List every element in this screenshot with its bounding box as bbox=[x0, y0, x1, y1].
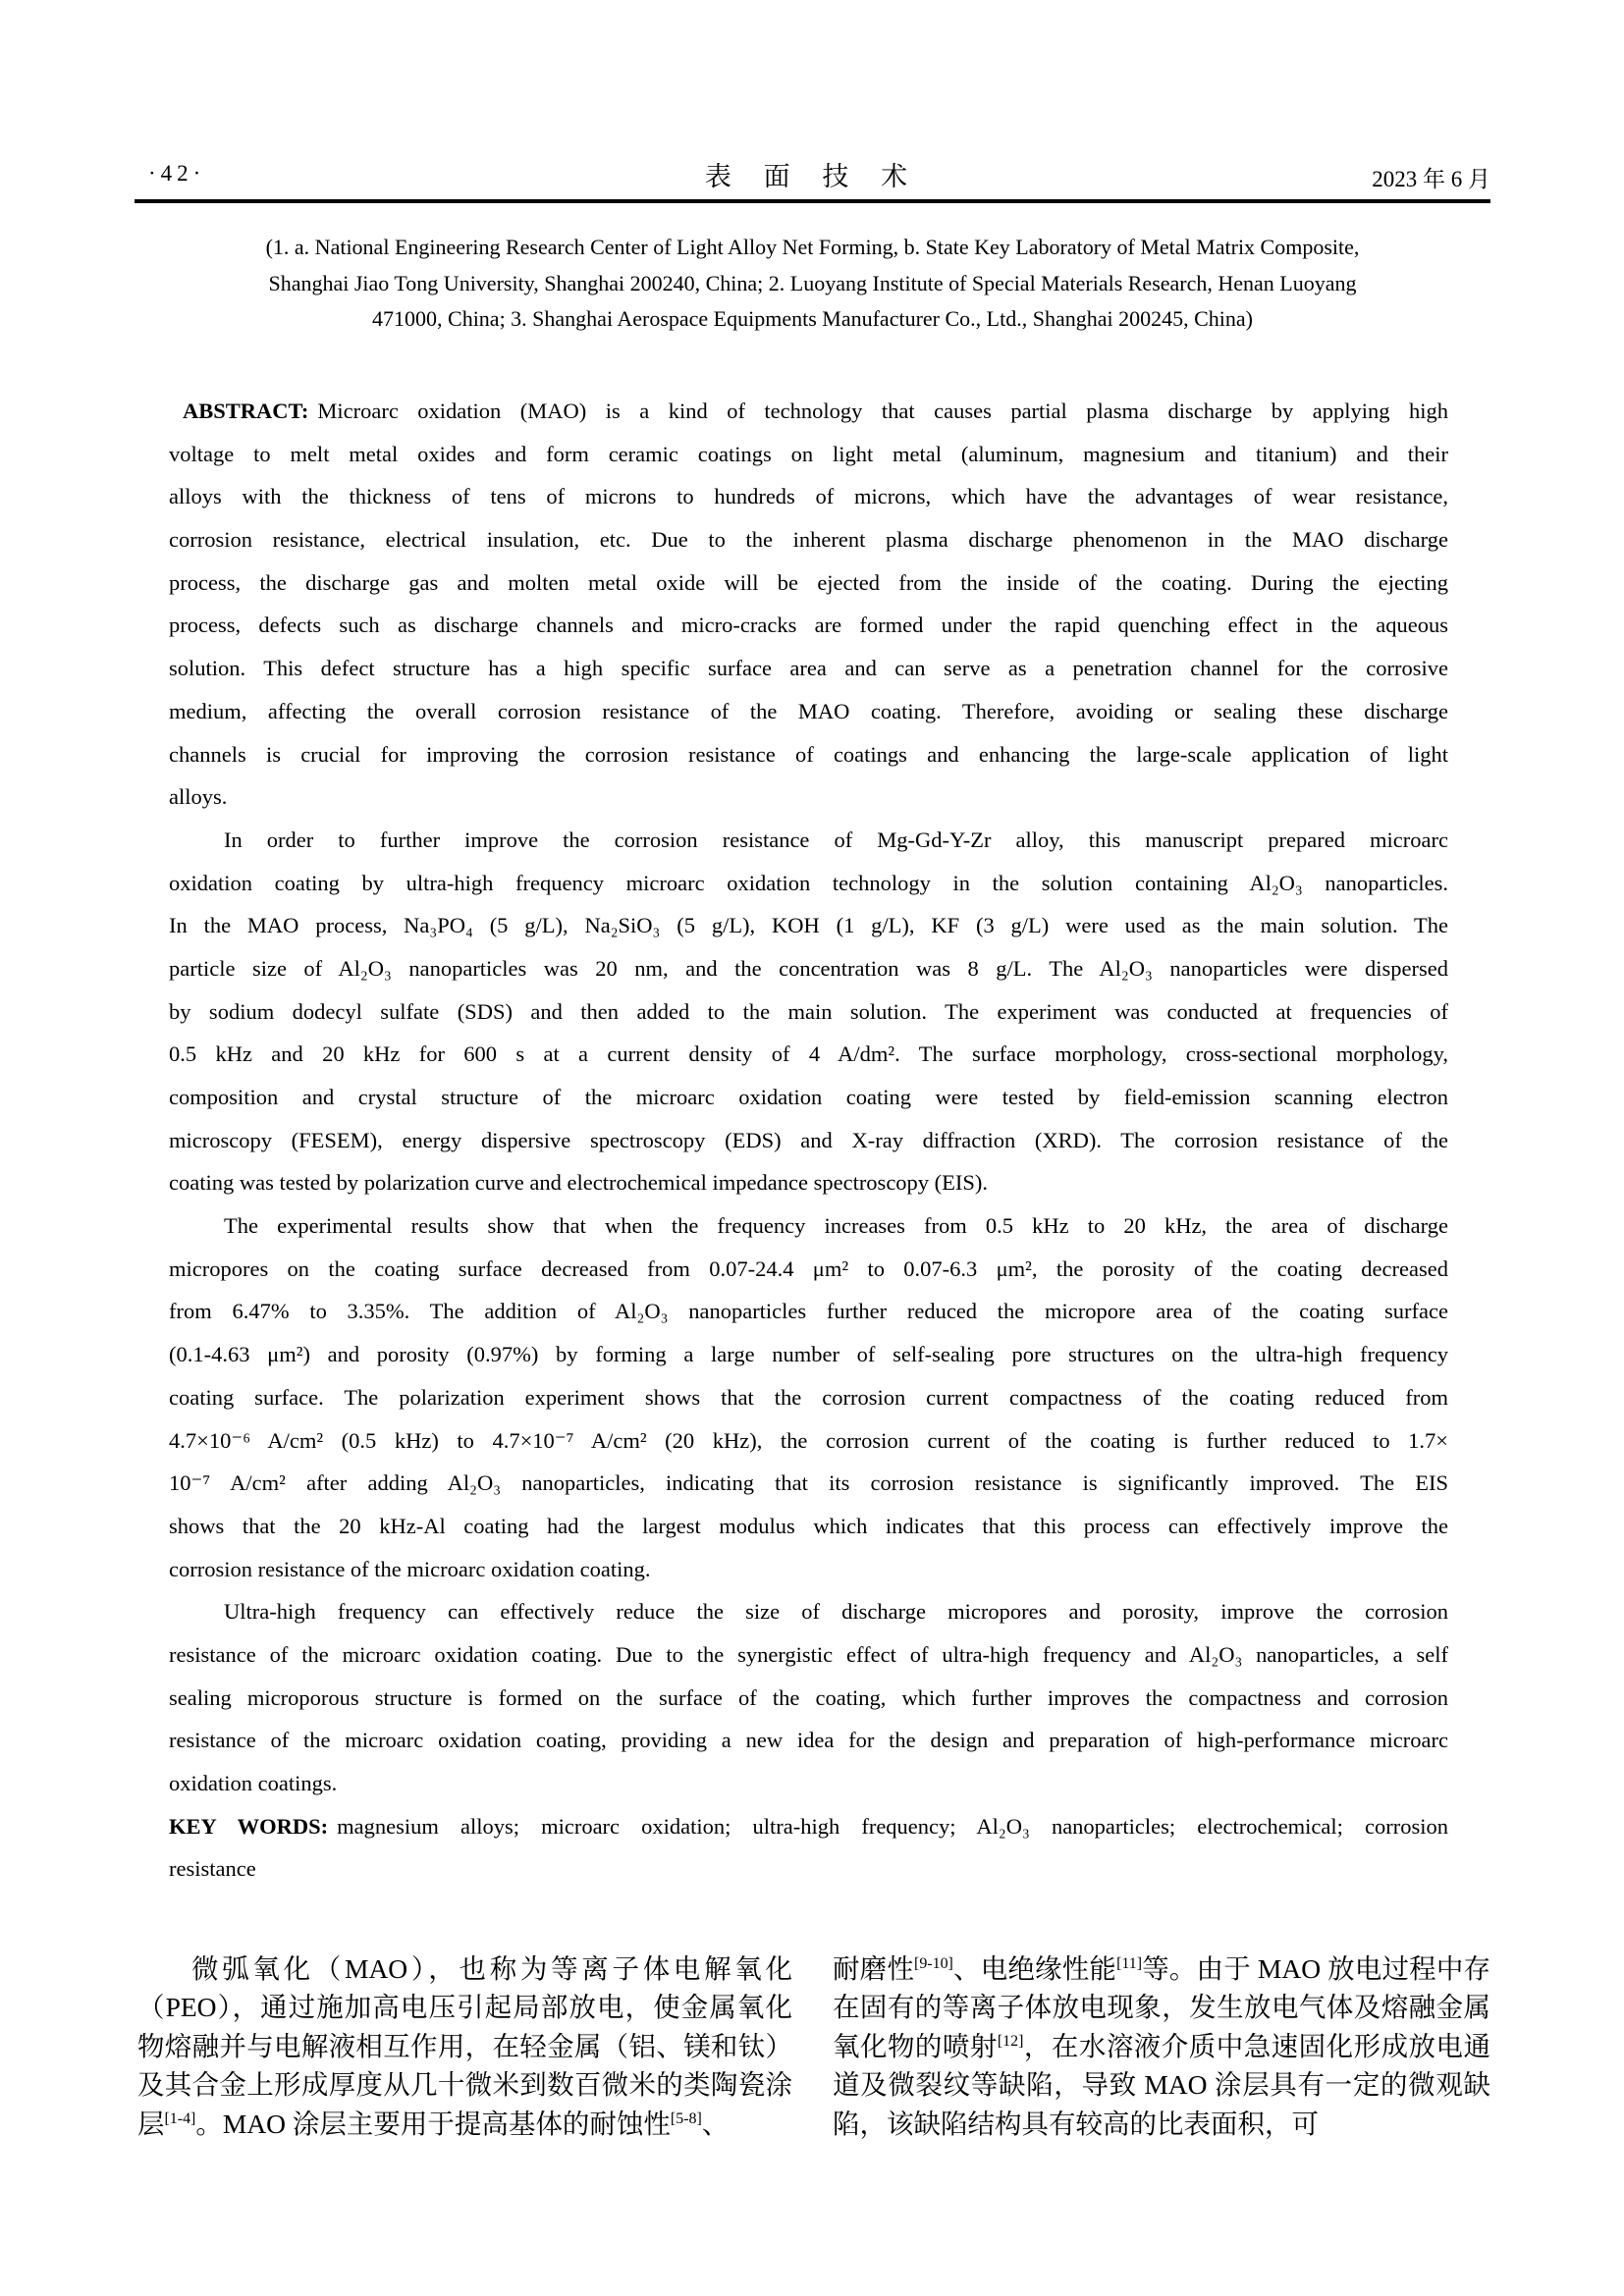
abstract-line: process, the discharge gas and molten metal oxide will be ejected from the inside of the coating. During the ejecting bbox=[169, 569, 1448, 595]
citation-ref: [11] bbox=[1116, 1954, 1143, 1972]
abstract-line: corrosion resistance of the microarc oxidation coating. bbox=[169, 1556, 651, 1581]
abstract-line: oxidation coating by ultra-high frequency microarc oxidation technology in the solution containing Al₂O₃ nanoparticles. bbox=[169, 870, 1448, 895]
affiliation-block bbox=[135, 230, 1490, 338]
abstract-line: oxidation coatings. bbox=[169, 1771, 338, 1795]
citation-ref: [1-4] bbox=[164, 2109, 196, 2127]
affiliation-line: 471000, China; 3. Shanghai Aerospace Equipments Manufacturer Co., Ltd., Shanghai 200245, China) bbox=[372, 306, 1253, 331]
abstract-line: voltage to melt metal oxides and form ceramic coatings on light metal (aluminum, magnesium and titanium) and their bbox=[169, 441, 1448, 466]
abstract-line: In the MAO process, Na₃PO₄ (5 g/L), Na₂SiO₃ (5 g/L), KOH (1 g/L), KF (3 g/L) were used as the main solution. The bbox=[169, 913, 1448, 938]
abstract-line: 4.7×10⁻⁶ A/cm² (0.5 kHz) to 4.7×10⁻⁷ A/cm² (20 kHz), the corrosion current of the coating is further reduced to 1.7× bbox=[169, 1427, 1448, 1453]
page-number: ·42· bbox=[148, 161, 206, 186]
abstract-label: ABSTRACT: bbox=[183, 399, 309, 423]
abstract-line: micropores on the coating surface decreased from 0.07-24.4 μm² to 0.07-6.3 μm², the porosity of the coating decreased bbox=[169, 1255, 1448, 1281]
chinese-paragraph bbox=[137, 1949, 792, 2143]
chinese-paragraph bbox=[833, 1949, 1490, 2143]
abstract-line: composition and crystal structure of the microarc oxidation coating were tested by field-emission scanning electron bbox=[169, 1085, 1448, 1109]
abstract-line: alloys with the thickness of tens of microns to hundreds of microns, which have the advantages of wear resistance, bbox=[169, 484, 1448, 509]
page-header bbox=[135, 153, 1490, 196]
cn-text: 、 bbox=[701, 2108, 730, 2139]
header-rule bbox=[135, 199, 1490, 203]
cn-text: ，在水溶液介质中急速固化形成放电通道及微裂纹等缺陷，导致 MAO 涂层具有一定的微观缺陷，该缺陷结构具有较高的比表面积，可 bbox=[833, 2030, 1491, 2139]
abstract-section bbox=[169, 390, 1448, 1891]
abstract-line: medium, affecting the overall corrosion resistance of the MAO coating. Therefore, avoiding or sealing these discharge bbox=[169, 698, 1448, 723]
abstract-line: by sodium dodecyl sulfate (SDS) and then added to the main solution. The experiment was conducted at frequencies of bbox=[169, 998, 1448, 1024]
abstract-line: channels is crucial for improving the corrosion resistance of coatings and enhancing the large-scale application of light bbox=[169, 741, 1448, 767]
affiliation-line: (1. a. National Engineering Research Center of Light Alloy Net Forming, b. State Key Laboratory of Metal Matrix Composite, bbox=[265, 235, 1360, 259]
cn-text: 。MAO 涂层主要用于提高基体的耐蚀性 bbox=[195, 2108, 671, 2139]
abstract-line: 0.5 kHz and 20 kHz for 600 s at a current density of 4 A/dm². The surface morphology, cross-sectional morphology, bbox=[169, 1041, 1448, 1067]
abstract-line: alloys. bbox=[169, 784, 228, 810]
abstract-line: 10⁻⁷ A/cm² after adding Al₂O₃ nanoparticles, indicating that its corrosion resistance is significantly improved. The EIS bbox=[169, 1470, 1448, 1496]
chinese-left-column bbox=[137, 1949, 792, 2143]
abstract-line: process, defects such as discharge channels and micro-cracks are formed under the rapid quenching effect in the aqueous bbox=[169, 613, 1448, 638]
abstract-line: The experimental results show that when the frequency increases from 0.5 kHz to 20 kHz, the area of discharge bbox=[224, 1213, 1448, 1239]
cn-text: 微弧氧化（MAO），也称为等离子体电解氧化（PEO），通过施加高电压引起局部放电，使金属氧化物熔融并与电解液相互作用，在轻金属（铝、镁和钛）及其合金上形成厚度从几十微米到数百微米的类陶瓷涂层 bbox=[137, 1953, 792, 2139]
abstract-line: sealing microporous structure is formed on the surface of the coating, which further improves the compactness and corrosion bbox=[169, 1684, 1448, 1710]
citation-ref: [9-10] bbox=[914, 1954, 953, 1972]
keywords-line: resistance bbox=[169, 1856, 256, 1882]
cn-text: 等。由于 MAO 放电过程中存在固有的等离子体放电现象，发生放电气体及熔融金属氧化物的喷射 bbox=[833, 1953, 1491, 2061]
citation-ref: [12] bbox=[997, 2032, 1024, 2050]
abstract-line: In order to further improve the corrosion resistance of Mg-Gd-Y-Zr alloy, this manuscript prepared microarc bbox=[224, 827, 1448, 852]
abstract-line: (0.1-4.63 μm²) and porosity (0.97%) by forming a large number of self-sealing pore structures on the ultra-high frequency bbox=[169, 1342, 1448, 1367]
chinese-right-column bbox=[833, 1949, 1490, 2143]
abstract-line: particle size of Al₂O₃ nanoparticles was 20 nm, and the concentration was 8 g/L. The Al₂O₃ nanoparticles were dispersed bbox=[169, 955, 1448, 981]
abstract-text: Microarc oxidation (MAO) is a kind of technology that causes partial plasma discharge by applying high bbox=[317, 399, 1448, 423]
abstract-line: from 6.47% to 3.35%. The addition of Al₂O₃ nanoparticles further reduced the micropore area of the coating surface bbox=[169, 1299, 1448, 1324]
keywords-text: magnesium alloys; microarc oxidation; ultra-high frequency; Al₂O₃ nanoparticles; electrochemical; corrosion bbox=[337, 1813, 1448, 1839]
affiliation-line: Shanghai Jiao Tong University, Shanghai 200240, China; 2. Luoyang Institute of Special Materials Research, Henan Luoyang bbox=[268, 270, 1357, 295]
abstract-line: resistance of the microarc oxidation coating. Due to the synergistic effect of ultra-high frequency and Al₂O₃ nanoparticles, a self bbox=[169, 1641, 1448, 1667]
abstract-line: shows that the 20 kHz-Al coating had the largest modulus which indicates that this process can effectively improve the bbox=[169, 1513, 1448, 1538]
issue-date: 2023 年 6 月 bbox=[1372, 167, 1490, 191]
abstract-line: Ultra-high frequency can effectively reduce the size of discharge micropores and porosity, improve the corrosion bbox=[224, 1599, 1448, 1625]
abstract-line: microscopy (FESEM), energy dispersive spectroscopy (EDS) and X-ray diffraction (XRD). The corrosion resistance of the bbox=[169, 1127, 1448, 1152]
abstract-line: corrosion resistance, electrical insulation, etc. Due to the inherent plasma discharge phenomenon in the MAO discharge bbox=[169, 527, 1448, 553]
abstract-line: resistance of the microarc oxidation coating, providing a new idea for the design and preparation of high-performance microarc bbox=[169, 1728, 1448, 1753]
abstract-line: solution. This defect structure has a high specific surface area and can serve as a penetration channel for the corrosive bbox=[169, 656, 1448, 681]
abstract-line: coating surface. The polarization experiment shows that the corrosion current compactness of the coating reduced from bbox=[169, 1384, 1448, 1410]
keywords-line bbox=[169, 1805, 1448, 1848]
journal-title: 表 面 技 术 bbox=[704, 162, 921, 191]
abstract-line: coating was tested by polarization curve and electrochemical impedance spectroscopy (EIS). bbox=[169, 1170, 989, 1196]
citation-ref: [5-8] bbox=[670, 2109, 702, 2127]
cn-text: 耐磨性 bbox=[833, 1953, 915, 1984]
abstract-line bbox=[169, 390, 1448, 433]
cn-text: 、电绝缘性能 bbox=[952, 1953, 1117, 1984]
keywords-label: KEY WORDS: bbox=[169, 1813, 329, 1839]
